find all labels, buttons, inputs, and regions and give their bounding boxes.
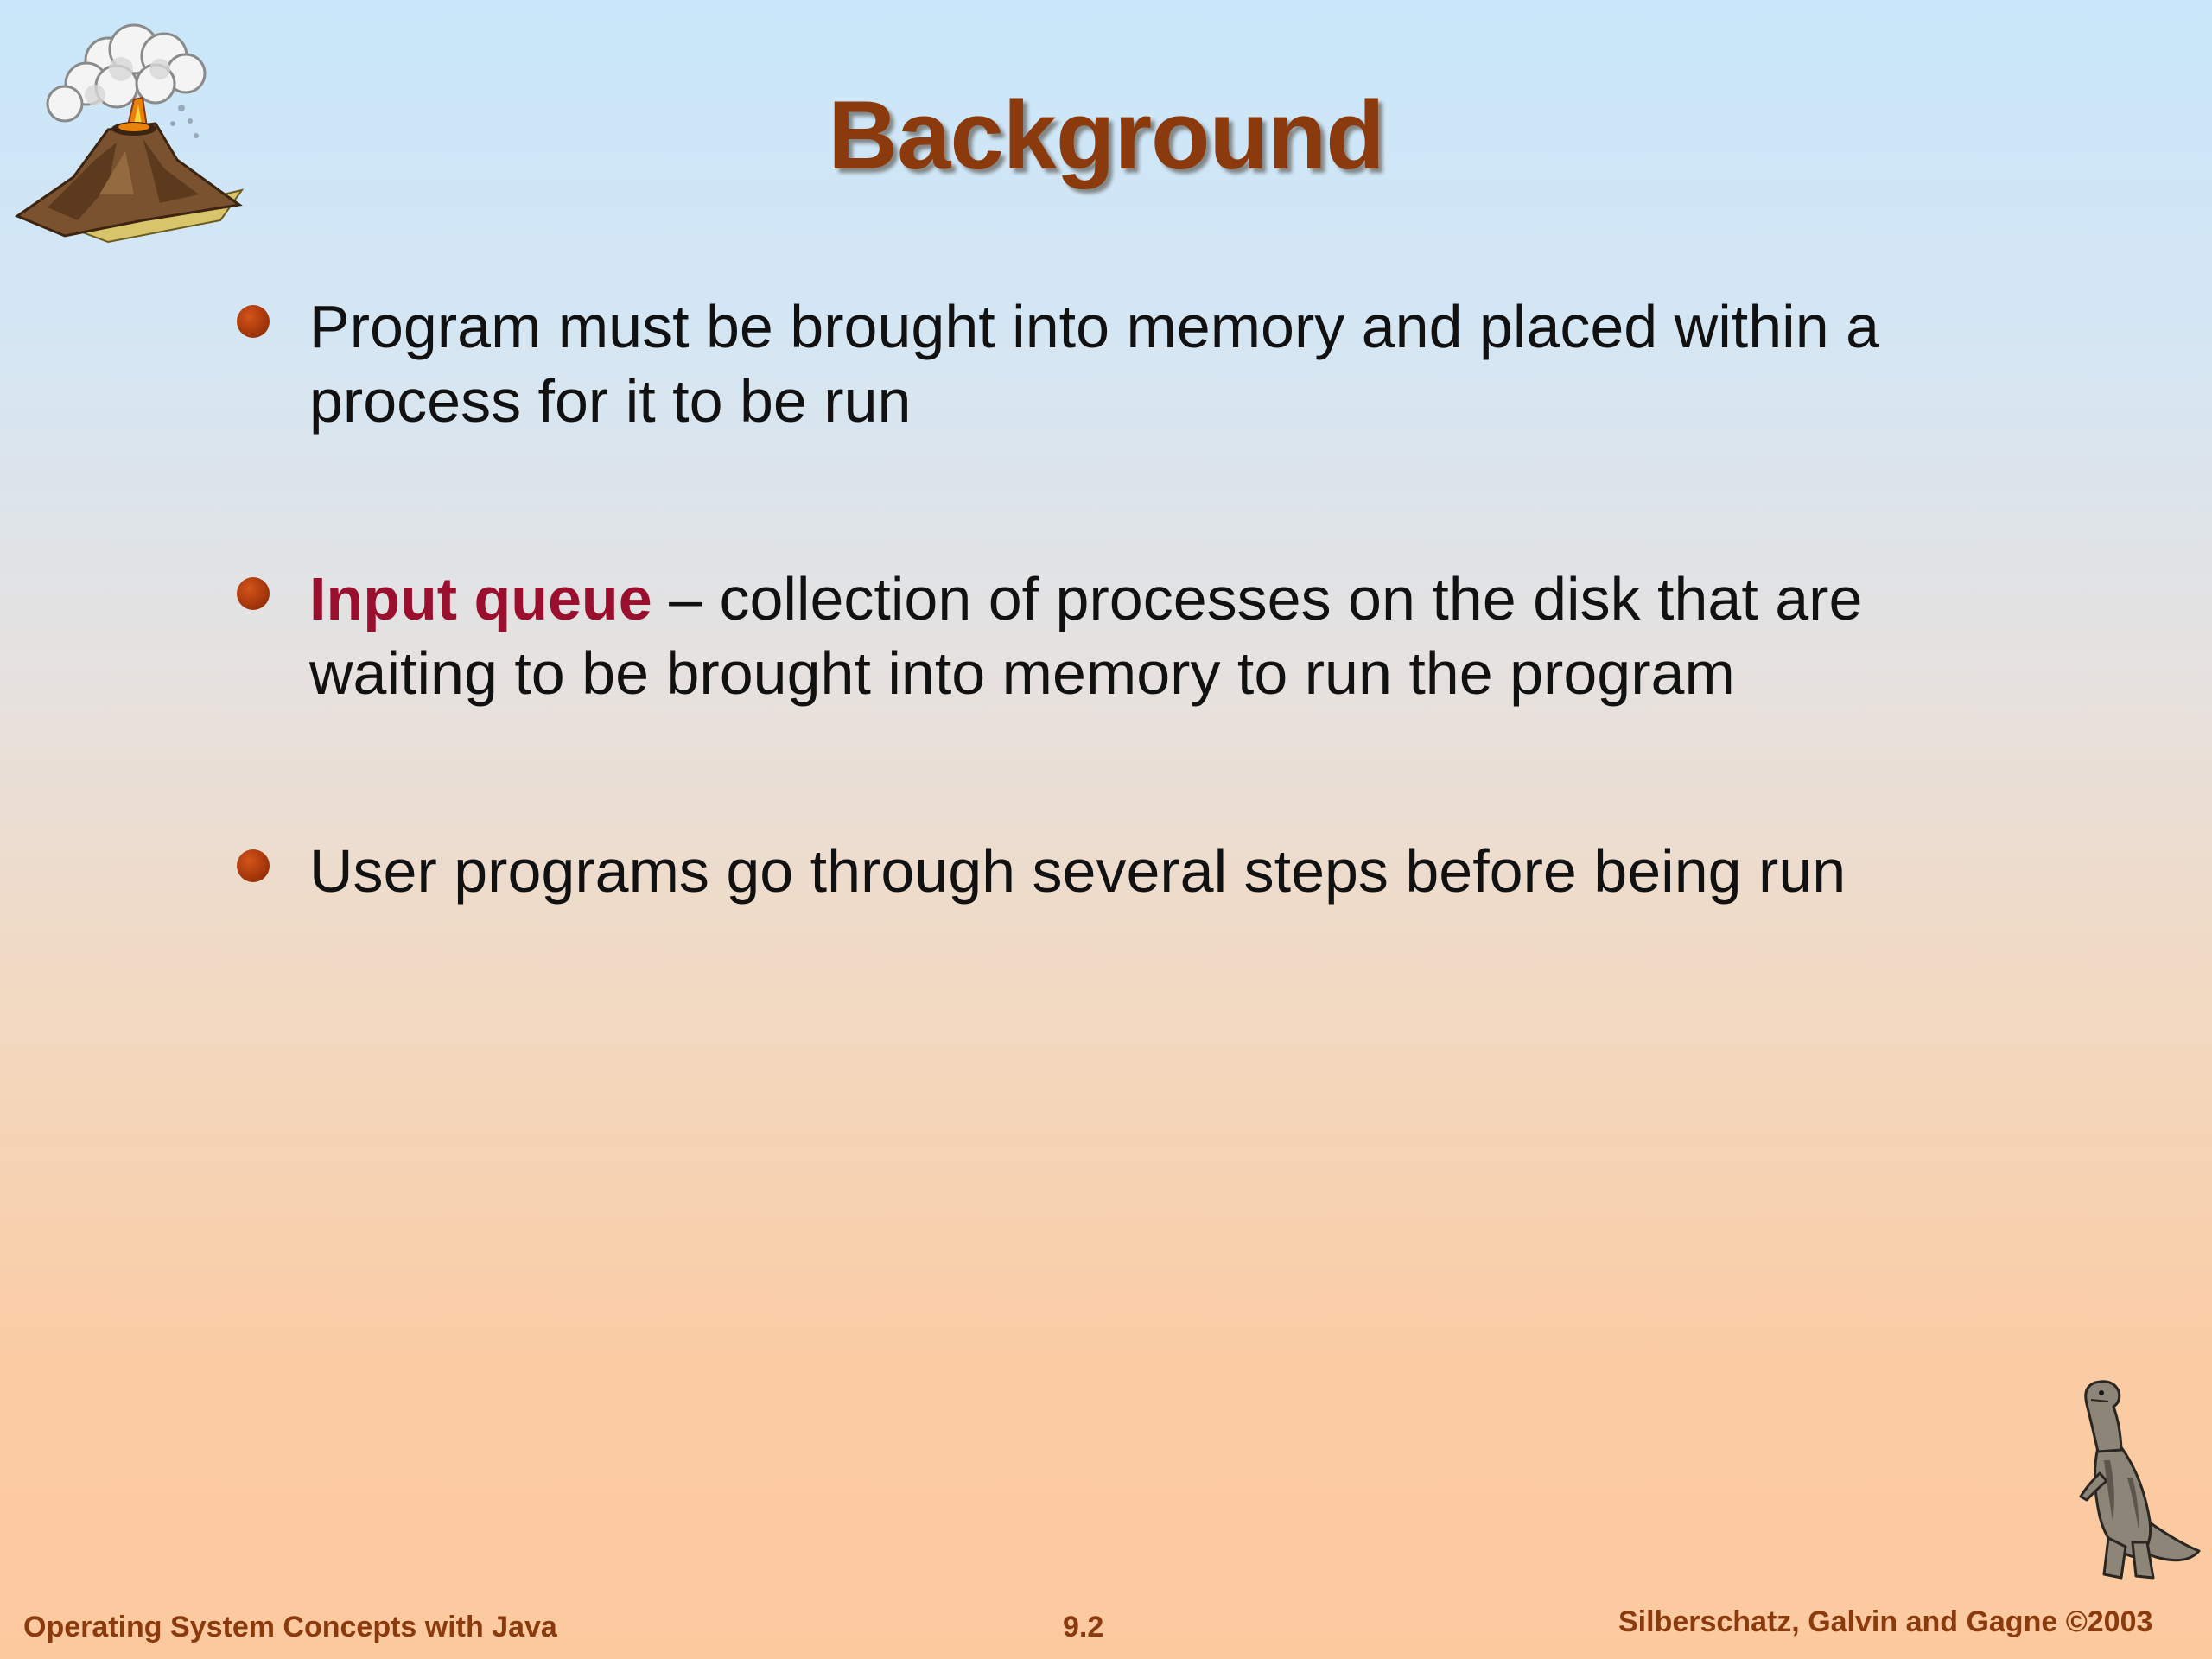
- bullet-list: [233, 289, 1961, 908]
- bullet-text: Program must be brought into memory and placed within a process for it to be run: [309, 293, 1880, 435]
- footer-book-title: Operating System Concepts with Java: [23, 1611, 557, 1643]
- bullet-term: Input queue: [309, 565, 652, 632]
- bullet-dot-icon: [237, 849, 270, 882]
- dinosaur-icon: [2056, 1374, 2203, 1586]
- footer-page-number: 9.2: [1063, 1611, 1104, 1643]
- footer-copyright: Silberschatz, Galvin and Gagne ©2003: [1618, 1605, 2153, 1638]
- bullet-item: [233, 834, 1961, 908]
- bullet-text: User programs go through several steps before being run: [309, 837, 1847, 905]
- bullet-item: [233, 562, 1961, 710]
- bullet-dot-icon: [237, 577, 270, 610]
- bullet-dot-icon: [237, 305, 270, 338]
- slide-title: Background: [828, 81, 1384, 189]
- bullet-text: – collection of processes on the disk that are waiting to be brought into memory to run the program: [309, 565, 1863, 707]
- bullet-item: [233, 289, 1961, 438]
